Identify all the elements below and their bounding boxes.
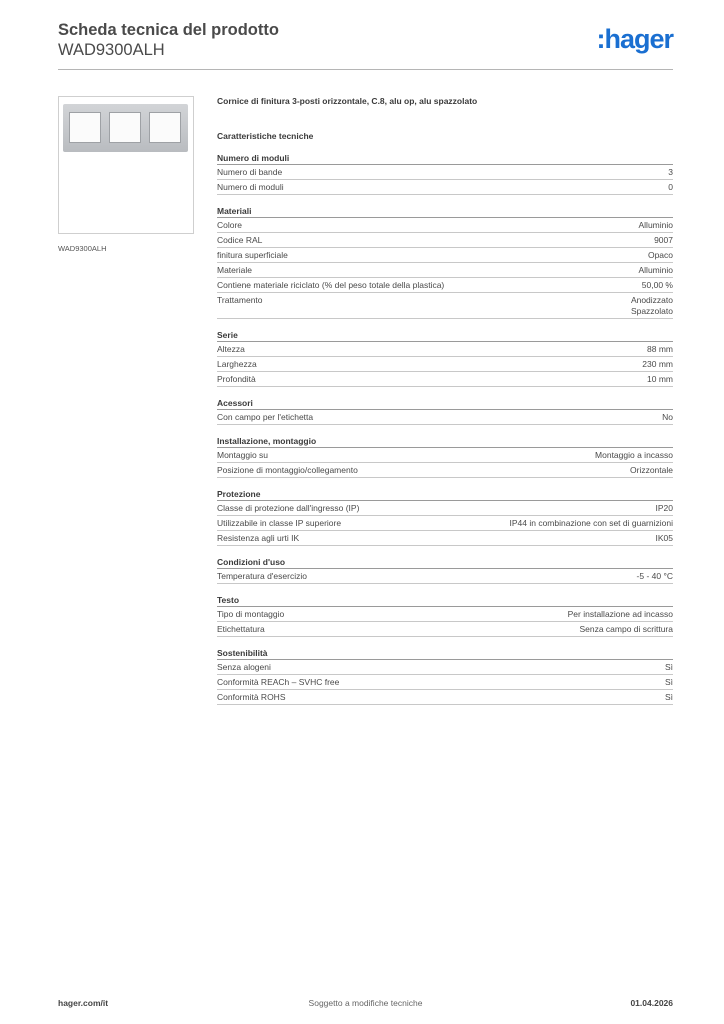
spec-label: Classe di protezione dall'ingresso (IP) [217, 503, 360, 513]
spec-value: IP44 in combinazione con set di guarnizioni [509, 518, 673, 528]
spec-group-title: Condizioni d'uso [217, 556, 673, 569]
spec-group-title: Sostenibilità [217, 647, 673, 660]
spec-label: Con campo per l'etichetta [217, 412, 314, 422]
spec-row [217, 233, 673, 248]
spec-row [217, 293, 673, 319]
footer-note: Soggetto a modifiche tecniche [308, 998, 423, 1008]
spec-row [217, 690, 673, 705]
spec-value: No [662, 412, 673, 422]
frame-slot [149, 112, 181, 143]
spec-row [217, 278, 673, 293]
spec-row [217, 342, 673, 357]
product-description: Cornice di finitura 3-posti orizzontale, C.8, alu op, alu spazzolato [217, 96, 478, 106]
spec-label: Profondità [217, 374, 256, 384]
spec-label: Posizione di montaggio/collegamento [217, 465, 358, 475]
spec-value: Per installazione ad incasso [567, 609, 673, 619]
spec-row [217, 622, 673, 637]
spec-label: Conformità ROHS [217, 692, 286, 702]
footer-date: 01.04.2026 [630, 998, 673, 1008]
spec-group-title: Installazione, montaggio [217, 435, 673, 448]
frame-slot [69, 112, 101, 143]
spec-content [217, 96, 673, 705]
spec-row [217, 448, 673, 463]
spec-value: 0 [668, 182, 673, 192]
spec-group-title: Protezione [217, 488, 673, 501]
spec-value: IK05 [655, 533, 673, 543]
spec-group [217, 556, 673, 584]
spec-group [217, 397, 673, 425]
spec-label: Resistenza agli urti IK [217, 533, 300, 543]
spec-row [217, 263, 673, 278]
image-caption: WAD9300ALH [58, 244, 107, 253]
spec-value: 230 mm [642, 359, 673, 369]
page-title: Scheda tecnica del prodotto [58, 21, 279, 39]
spec-label: Temperatura d'esercizio [217, 571, 307, 581]
product-image [58, 96, 194, 234]
spec-label: finitura superficiale [217, 250, 288, 260]
spec-value: Sì [664, 677, 673, 687]
footer-website: hager.com/it [58, 998, 109, 1008]
spec-label: Contiene materiale riciclato (% del peso totale della plastica) [217, 280, 445, 290]
spec-label: Tipo di montaggio [217, 609, 285, 619]
spec-row [217, 463, 673, 478]
spec-value: -5 - 40 °C [636, 571, 673, 581]
spec-group-title: Testo [217, 594, 673, 607]
spec-label: Etichettatura [217, 624, 265, 634]
spec-row [217, 218, 673, 233]
spec-group-title: Acessori [217, 397, 673, 410]
spec-label: Montaggio su [217, 450, 269, 460]
spec-group-title: Numero di moduli [217, 152, 673, 165]
spec-row [217, 660, 673, 675]
spec-label: Utilizzabile in classe IP superiore [217, 518, 342, 528]
spec-label: Numero di bande [217, 167, 283, 177]
spec-row [217, 410, 673, 425]
spec-value: 3 [668, 167, 673, 177]
spec-row [217, 516, 673, 531]
spec-label: Materiale [217, 265, 252, 275]
page-header [58, 20, 673, 70]
spec-label: Trattamento [217, 295, 263, 305]
header-divider [58, 69, 673, 70]
spec-row [217, 569, 673, 584]
spec-group [217, 594, 673, 637]
spec-row [217, 248, 673, 263]
spec-label: Codice RAL [217, 235, 263, 245]
spec-value: Orizzontale [630, 465, 673, 475]
spec-groups [217, 152, 673, 705]
hager-logo: :hager [596, 24, 673, 54]
spec-value: Alluminio [638, 265, 673, 275]
spec-row [217, 372, 673, 387]
spec-row [217, 357, 673, 372]
spec-value: Sì [664, 692, 673, 702]
spec-value: IP20 [655, 503, 673, 513]
spec-value: Anodizzato Spazzolato [630, 295, 673, 316]
spec-row [217, 165, 673, 180]
spec-group-title: Serie [217, 329, 673, 342]
spec-row [217, 501, 673, 516]
spec-value: Sì [664, 662, 673, 672]
spec-group [217, 488, 673, 546]
spec-label: Altezza [217, 344, 245, 354]
section-title: Caratteristiche tecniche [217, 131, 314, 141]
spec-group [217, 435, 673, 478]
spec-label: Numero di moduli [217, 182, 284, 192]
spec-value: 88 mm [647, 344, 673, 354]
frame-illustration [63, 104, 188, 152]
spec-row [217, 180, 673, 195]
spec-group [217, 205, 673, 319]
spec-group [217, 329, 673, 387]
spec-value: 9007 [654, 235, 673, 245]
spec-group [217, 647, 673, 705]
spec-value: 10 mm [647, 374, 673, 384]
spec-group [217, 152, 673, 195]
product-code: WAD9300ALH [58, 41, 165, 59]
spec-label: Senza alogeni [217, 662, 271, 672]
spec-label: Conformità REACh – SVHC free [217, 677, 340, 687]
spec-row [217, 675, 673, 690]
spec-group-title: Materiali [217, 205, 673, 218]
spec-value: Alluminio [638, 220, 673, 230]
spec-value: Montaggio a incasso [595, 450, 673, 460]
spec-label: Colore [217, 220, 243, 230]
spec-value: 50,00 % [641, 280, 673, 290]
frame-slot [109, 112, 141, 143]
spec-row [217, 607, 673, 622]
spec-value: Opaco [647, 250, 673, 260]
spec-value: Senza campo di scrittura [579, 624, 673, 634]
spec-label: Larghezza [217, 359, 257, 369]
spec-row [217, 531, 673, 546]
